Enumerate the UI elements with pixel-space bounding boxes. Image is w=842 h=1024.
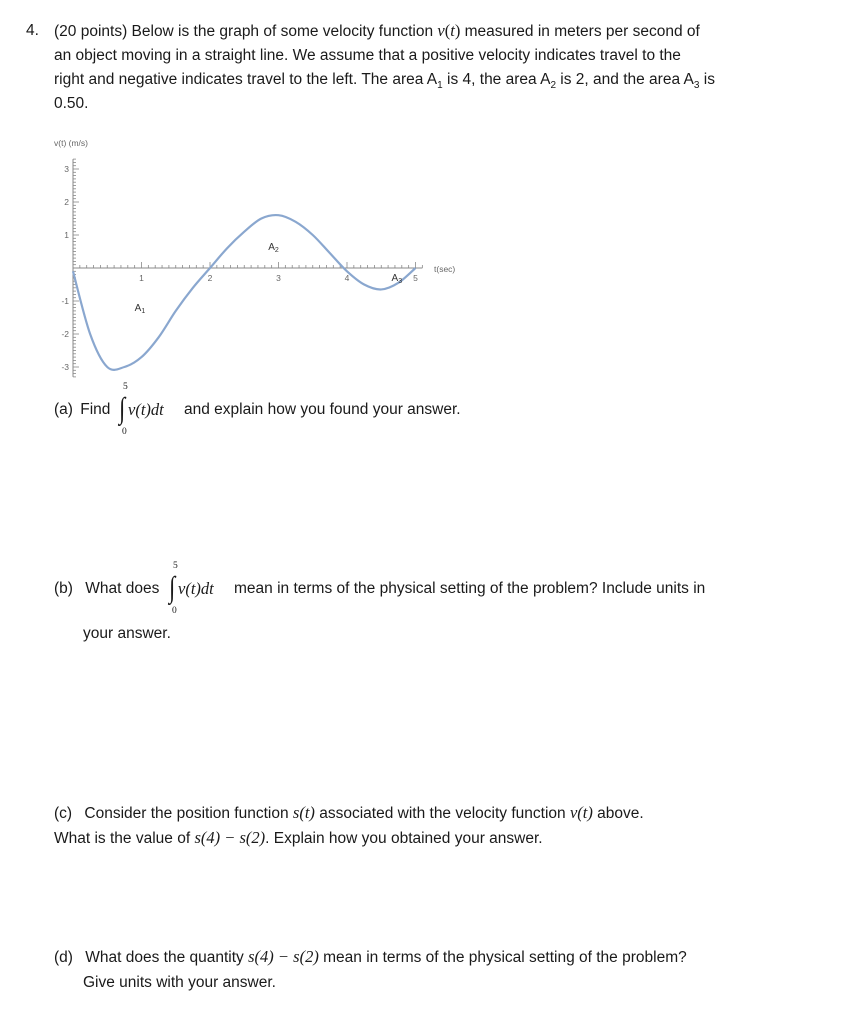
axes [73, 159, 422, 377]
integral-b-lower: 0 [172, 606, 177, 616]
part-d-label: (d) [54, 949, 73, 966]
integrand-a [128, 398, 164, 422]
integrand-b [178, 577, 214, 601]
problem-line-3-d: is [699, 71, 715, 88]
y-tick-label: -1 [61, 296, 69, 306]
area-label-1: $A_1$ [134, 302, 146, 315]
x-tick-label: 1 [139, 273, 144, 283]
sub-2: 2 [550, 80, 556, 92]
part-d-line-1 [54, 945, 687, 969]
part-a-after: and explain how you found your answer. [184, 401, 461, 418]
y-tick-label: 2 [64, 197, 69, 207]
integral-b-sign: ∫ [169, 571, 176, 604]
velocity-symbol: v [437, 21, 445, 40]
part-c-label: (c) [54, 805, 73, 822]
y-tick-label: -3 [61, 362, 69, 372]
position-function: s(t) [292, 803, 315, 822]
integral-b-upper: 5 [173, 561, 178, 571]
problem-line-3-c: is 2, and the area A [556, 71, 694, 88]
part-c-line-1-c: above. [592, 805, 644, 822]
part-c-line-1 [54, 801, 644, 825]
y-tick-label: 1 [64, 230, 69, 240]
y-axis-label: v(t) (m/s) [54, 138, 88, 148]
integrand-a-v: v [128, 400, 136, 419]
part-c-line-1-a: Consider the position function [84, 805, 293, 822]
part-a-before: Find [80, 401, 111, 418]
integral-a-sign: ∫ [119, 392, 126, 425]
x-tick-label: 4 [344, 273, 350, 283]
sub-3: 3 [693, 80, 700, 92]
part-b-before: What does [85, 580, 160, 597]
problem-line-3 [54, 68, 715, 97]
velocity-graph [40, 132, 480, 382]
integral-a-upper: 5 [123, 382, 128, 392]
x-tick-label: 5 [413, 273, 418, 283]
problem-line-2: an object moving in a straight line. We assume that a positive velocity indicates travel to the [54, 47, 681, 64]
part-c-line-2-b: . Explain how you obtained your answer. [265, 830, 543, 847]
part-a-label: (a) [54, 401, 73, 418]
part-d-line-1-b: mean in terms of the physical setting of the problem? [318, 949, 687, 966]
problem-line-4: 0.50. [54, 95, 89, 112]
velocity-arg: (t) [444, 21, 461, 40]
sub-1: 1 [437, 80, 443, 92]
problem-line-1 [54, 19, 700, 43]
y-tick-label: -2 [61, 329, 69, 339]
problem-line-3-b: is 4, the area A [442, 71, 551, 88]
x-axis-label: t(sec) [434, 264, 456, 274]
part-b-label: (b) [54, 580, 73, 597]
part-d-line-1-a: What does the quantity [85, 949, 249, 966]
problem-line-3-a: right and negative indicates travel to the left. The area A [54, 71, 438, 88]
t-symbol: t [450, 21, 455, 40]
part-a [54, 398, 110, 421]
x-tick-label: 2 [207, 273, 213, 283]
part-b [54, 577, 159, 600]
part-b-after: mean in terms of the physical setting of the problem? Include units in [234, 580, 706, 597]
part-d-line-2: Give units with your answer. [83, 974, 276, 991]
part-c-line-2-a: What is the value of [54, 830, 195, 847]
velocity-curve [73, 215, 416, 370]
area-label-3: $A_3$ [391, 273, 403, 286]
part-c-expression: s(4) − s(2) [194, 828, 266, 847]
velocity-function: v(t) [569, 803, 593, 822]
part-c-line-1-b: associated with the velocity function [314, 805, 570, 822]
y-tick-label: 3 [64, 164, 69, 174]
area-label-2: $A_2$ [268, 241, 279, 254]
problem-number: 4. [26, 22, 39, 39]
integrand-b-rest: (t)dt [185, 579, 214, 598]
x-tick-label: 3 [276, 273, 281, 283]
integrand-a-rest: (t)dt [135, 400, 164, 419]
integrand-b-v: v [178, 579, 186, 598]
problem-line-1-b: measured in meters per second of [460, 23, 700, 40]
part-c-line-2 [54, 826, 543, 850]
problem-line-1-a: (20 points) Below is the graph of some velocity function [54, 23, 438, 40]
part-d-expression: s(4) − s(2) [248, 947, 319, 966]
integral-a-lower: 0 [122, 427, 127, 437]
part-b-line-2: your answer. [83, 625, 171, 642]
area-labels [135, 242, 403, 315]
